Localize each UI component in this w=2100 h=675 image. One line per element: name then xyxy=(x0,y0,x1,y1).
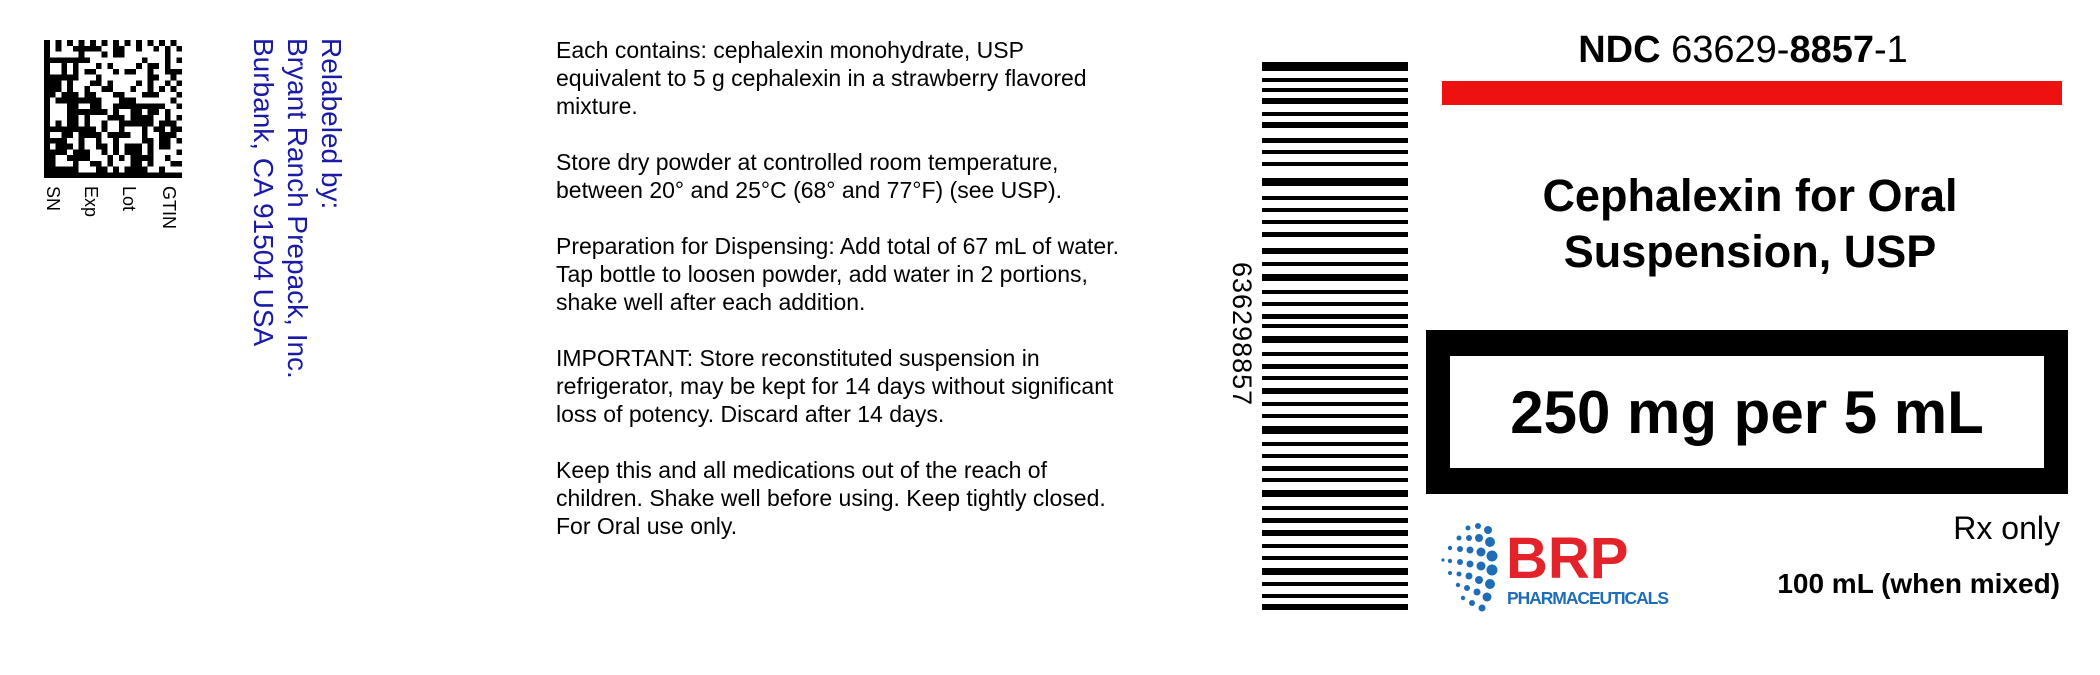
red-stripe xyxy=(1442,81,2062,105)
label-information xyxy=(556,36,1206,568)
ndc-package: -1 xyxy=(1873,29,1908,71)
barcode-number: 636298857 xyxy=(1227,262,1257,407)
logo-brand-text: BRP xyxy=(1506,526,1629,591)
drug-name-line-2: Suspension, USP xyxy=(1563,226,1937,277)
important-text: IMPORTANT: Store reconstituted suspension in refrigerator, may be kept for 14 days without significant loss of potency. Discard after 14 days. xyxy=(556,345,1114,427)
rx-only-text: Rx only xyxy=(1953,510,2060,546)
datamatrix-code xyxy=(40,40,186,178)
ndc-product: 8857 xyxy=(1789,29,1874,71)
composition-text: Each contains: cephalexin monohydrate, USP equivalent to 5 g cephalexin in a strawberry flavored mixture. xyxy=(556,37,1087,119)
logo-dot-cluster xyxy=(1441,523,1497,612)
strength-text: 250 mg per 5 mL xyxy=(1450,356,2044,468)
brp-pharmaceuticals-logo xyxy=(1440,516,1690,616)
strength-box xyxy=(1426,330,2068,494)
relabeler-address xyxy=(246,38,348,379)
volume-text: 100 mL (when mixed) xyxy=(1777,568,2060,599)
relabel-line-2: Bryant Ranch Prepack, Inc. xyxy=(282,38,313,379)
sn-label: SN xyxy=(43,186,63,212)
drug-name-line-1: Cephalexin for Oral xyxy=(1542,170,1958,221)
preparation-text: Preparation for Dispensing: Add total of 67 mL of water. Tap bottle to loosen powder, add water in 2 portions, shake well after each addition. xyxy=(556,233,1119,315)
gtin-label: GTIN xyxy=(159,186,179,229)
exp-label: Exp xyxy=(81,186,101,218)
warning-text: Keep this and all medications out of the reach of children. Shake well before using. Keep tightly closed. For Oral use only. xyxy=(556,457,1106,539)
product-barcode xyxy=(1262,62,1408,610)
datamatrix-labels xyxy=(36,186,192,256)
ndc-labeler: 63629- xyxy=(1671,29,1790,71)
ndc-prefix: NDC xyxy=(1578,29,1661,71)
relabel-line-3: Burbank, CA 91504 USA xyxy=(248,38,279,347)
drug-name xyxy=(1440,168,2060,280)
relabel-line-1: Relabeled by: xyxy=(316,38,347,210)
logo-sub-text: PHARMACEUTICALS xyxy=(1507,588,1669,608)
lot-label: Lot xyxy=(119,186,139,212)
storage-text: Store dry powder at controlled room temperature, between 20° and 25°C (68° and 77°F) (see USP). xyxy=(556,149,1063,203)
ndc-number xyxy=(1438,28,2048,72)
